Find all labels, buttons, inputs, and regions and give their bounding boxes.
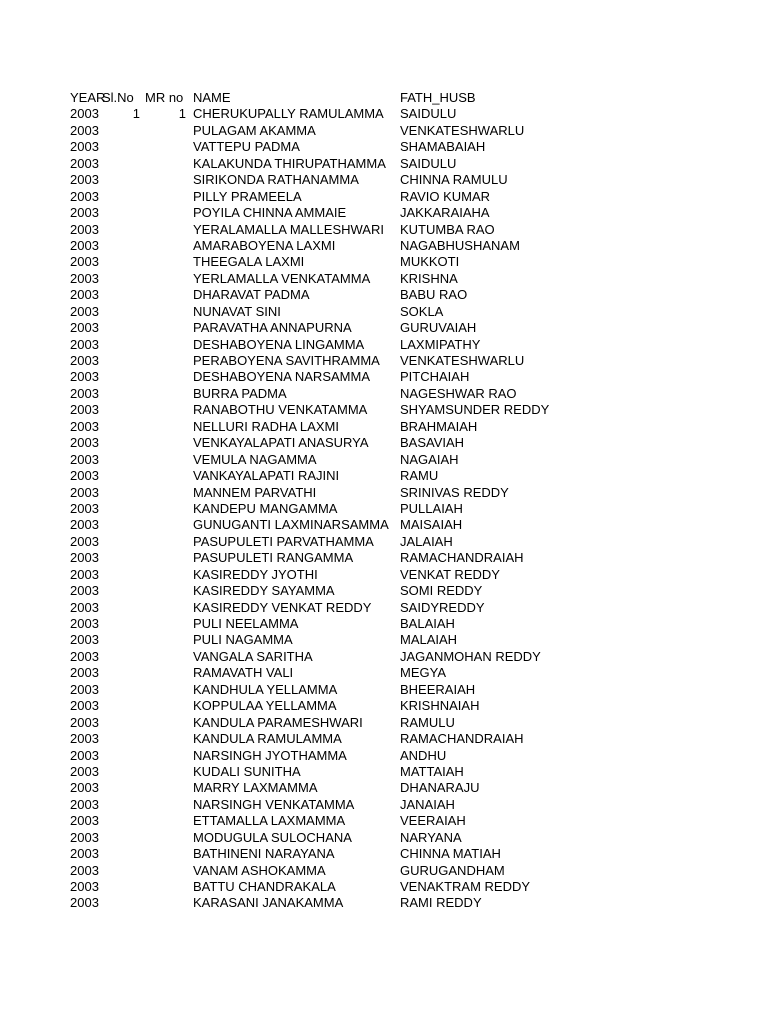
cell-fath-husb: GURUGANDHAM	[400, 862, 505, 878]
cell-name: POYILA CHINNA AMMAIE	[193, 205, 347, 221]
cell-fath-husb: BALAIAH	[400, 616, 455, 631]
table-row	[0, 583, 768, 599]
cell-fath-husb: JAKKARAIAHA	[400, 205, 490, 221]
table-row	[0, 435, 768, 451]
cell-name: BATTU CHANDRAKALA	[193, 879, 336, 894]
table-row	[0, 797, 768, 813]
table-row	[0, 452, 768, 468]
header-name: NAME	[193, 90, 231, 105]
cell-fath-husb: KRISHNAIAH	[400, 698, 480, 714]
table-row	[0, 189, 768, 205]
table-row	[0, 846, 768, 862]
cell-fath-husb: LAXMIPATHY	[400, 336, 481, 352]
cell-name: KASIREDDY VENKAT REDDY	[193, 599, 372, 615]
cell-name: DESHABOYENA NARSAMMA	[193, 369, 370, 385]
cell-fath-husb: SOKLA	[400, 303, 444, 319]
cell-name: MANNEM PARVATHI	[193, 484, 317, 500]
cell-name: VANGALA SARITHA	[193, 648, 313, 664]
cell-fath-husb: RAVIO KUMAR	[400, 188, 491, 204]
cell-name: BURRA PADMA	[193, 385, 287, 401]
cell-year: 2003	[70, 155, 99, 171]
table-row	[0, 632, 768, 648]
cell-fath-husb: JALAIAH	[400, 533, 453, 549]
cell-name: SIRIKONDA RATHANAMMA	[193, 172, 359, 188]
table-row	[0, 419, 768, 435]
table-row	[0, 222, 768, 238]
cell-fath-husb: NARYANA	[400, 829, 462, 845]
cell-name: VEMULA NAGAMMA	[193, 451, 317, 467]
cell-name: PULI NAGAMMA	[193, 632, 293, 648]
cell-name: PILLY PRAMEELA	[193, 188, 302, 204]
cell-name: VENKAYALAPATI ANASURYA	[193, 435, 369, 451]
table-row	[0, 304, 768, 320]
cell-year: 2003	[70, 188, 99, 204]
cell-year: 2003	[70, 665, 99, 681]
cell-name: KALAKUNDA THIRUPATHAMMA	[193, 155, 386, 171]
cell-fath-husb: DHANARAJU	[400, 780, 480, 796]
cell-year: 2003	[70, 106, 99, 122]
table-row	[0, 649, 768, 665]
table-row	[0, 205, 768, 221]
cell-year: 2003	[70, 813, 99, 829]
table-row	[0, 139, 768, 155]
table-row	[0, 879, 768, 895]
cell-name: PULI NEELAMMA	[193, 616, 299, 631]
cell-name: NARSINGH JYOTHAMMA	[193, 747, 347, 763]
cell-name: BATHINENI NARAYANA	[193, 846, 335, 862]
cell-fath-husb: NAGESHWAR RAO	[400, 385, 517, 401]
cell-fath-husb: PULLAIAH	[400, 500, 463, 516]
cell-fath-husb: KRISHNA	[400, 270, 458, 286]
cell-name: KASIREDDY JYOTHI	[193, 566, 318, 582]
cell-year: 2003	[70, 648, 99, 664]
cell-fath-husb: VEERAIAH	[400, 813, 466, 829]
cell-year: 2003	[70, 353, 99, 368]
table-row	[0, 748, 768, 764]
cell-name: DHARAVAT PADMA	[193, 287, 310, 303]
cell-fath-husb: MUKKOTI	[400, 254, 460, 270]
table-row	[0, 567, 768, 583]
cell-name: MARRY LAXMAMMA	[193, 780, 318, 796]
table-row	[0, 320, 768, 336]
table-row	[0, 271, 768, 287]
cell-fath-husb: CHINNA RAMULU	[400, 172, 508, 188]
header-fath-husb: FATH_HUSB	[400, 90, 476, 105]
table-row	[0, 665, 768, 681]
cell-fath-husb: JAGANMOHAN REDDY	[400, 648, 541, 664]
cell-fath-husb: RAMACHANDRAIAH	[400, 731, 524, 747]
cell-fath-husb: NAGAIAH	[400, 451, 459, 467]
cell-year: 2003	[70, 287, 99, 303]
cell-fath-husb: SAIDYREDDY	[400, 599, 485, 615]
table-row	[0, 468, 768, 484]
cell-name: AMARABOYENA LAXMI	[193, 237, 336, 253]
cell-year: 2003	[70, 435, 99, 451]
table-row	[0, 600, 768, 616]
cell-fath-husb: MATTAIAH	[400, 763, 464, 779]
cell-name: KOPPULAA YELLAMMA	[193, 698, 337, 714]
cell-fath-husb: VENAKTRAM REDDY	[400, 879, 531, 894]
table-row	[0, 156, 768, 172]
cell-year: 2003	[70, 451, 99, 467]
cell-fath-husb: SAIDULU	[400, 106, 457, 122]
header-year: YEAR	[70, 90, 106, 105]
table-row	[0, 780, 768, 796]
cell-name: CHERUKUPALLY RAMULAMMA	[193, 106, 384, 122]
data-table	[0, 90, 768, 912]
cell-name: GUNUGANTI LAXMINARSAMMA	[193, 517, 389, 533]
cell-name: RANABOTHU VENKATAMMA	[193, 402, 368, 418]
cell-name: PASUPULETI PARVATHAMMA	[193, 533, 374, 549]
cell-name: KARASANI JANAKAMMA	[193, 895, 344, 911]
table-row	[0, 731, 768, 747]
cell-year: 2003	[70, 829, 99, 845]
cell-name: KANDEPU MANGAMMA	[193, 500, 338, 516]
cell-year: 2003	[70, 402, 99, 418]
cell-year: 2003	[70, 862, 99, 878]
table-row	[0, 106, 768, 122]
cell-year: 2003	[70, 731, 99, 747]
cell-year: 2003	[70, 320, 99, 336]
cell-year: 2003	[70, 139, 99, 155]
cell-year: 2003	[70, 484, 99, 500]
table-row	[0, 353, 768, 369]
table-row	[0, 254, 768, 270]
table-row	[0, 698, 768, 714]
cell-year: 2003	[70, 385, 99, 401]
cell-fath-husb: VENKAT REDDY	[400, 566, 500, 582]
cell-name: KANDULA RAMULAMMA	[193, 731, 342, 747]
table-header-row	[0, 90, 768, 106]
table-row	[0, 715, 768, 731]
cell-fath-husb: VENKATESHWARLU	[400, 353, 525, 368]
cell-fath-husb: BASAVIAH	[400, 435, 465, 451]
cell-year: 2003	[70, 500, 99, 516]
cell-fath-husb: ANDHU	[400, 747, 447, 763]
cell-year: 2003	[70, 763, 99, 779]
cell-year: 2003	[70, 205, 99, 221]
cell-fath-husb: RAMU	[400, 468, 439, 484]
cell-fath-husb: SRINIVAS REDDY	[400, 484, 509, 500]
cell-fath-husb: NAGABHUSHANAM	[400, 237, 520, 253]
table-row	[0, 369, 768, 385]
cell-name: NUNAVAT SINI	[193, 303, 281, 319]
table-row	[0, 386, 768, 402]
cell-name: KASIREDDY SAYAMMA	[193, 583, 335, 599]
table-body	[0, 106, 768, 911]
table-row	[0, 813, 768, 829]
cell-mrno: 1	[178, 106, 186, 122]
cell-fath-husb: KUTUMBA RAO	[400, 221, 495, 237]
table-row	[0, 550, 768, 566]
cell-name: RAMAVATH VALI	[193, 665, 294, 681]
cell-year: 2003	[70, 879, 99, 894]
cell-year: 2003	[70, 632, 99, 648]
cell-fath-husb: CHINNA MATIAH	[400, 846, 501, 862]
cell-year: 2003	[70, 237, 99, 253]
cell-fath-husb: JANAIAH	[400, 796, 455, 812]
table-row	[0, 485, 768, 501]
cell-name: PARAVATHA ANNAPURNA	[193, 320, 352, 336]
cell-name: VANAM ASHOKAMMA	[193, 862, 326, 878]
cell-year: 2003	[70, 533, 99, 549]
cell-year: 2003	[70, 566, 99, 582]
table-row	[0, 830, 768, 846]
cell-name: PERABOYENA SAVITHRAMMA	[193, 353, 380, 368]
cell-fath-husb: VENKATESHWARLU	[400, 122, 525, 138]
cell-name: PULAGAM AKAMMA	[193, 122, 316, 138]
cell-slno: 1	[132, 106, 140, 122]
cell-fath-husb: BABU RAO	[400, 287, 468, 303]
cell-year: 2003	[70, 681, 99, 697]
table-row	[0, 517, 768, 533]
cell-name: YERLAMALLA VENKATAMMA	[193, 270, 371, 286]
cell-name: VATTEPU PADMA	[193, 139, 300, 155]
cell-year: 2003	[70, 254, 99, 270]
cell-name: YERALAMALLA MALLESHWARI	[193, 221, 384, 237]
cell-fath-husb: SOMI REDDY	[400, 583, 483, 599]
cell-name: KANDHULA YELLAMMA	[193, 681, 338, 697]
cell-name: DESHABOYENA LINGAMMA	[193, 336, 365, 352]
table-row	[0, 764, 768, 780]
cell-fath-husb: BHEERAIAH	[400, 681, 476, 697]
cell-name: PASUPULETI RANGAMMA	[193, 550, 354, 566]
cell-year: 2003	[70, 122, 99, 138]
cell-year: 2003	[70, 583, 99, 599]
cell-fath-husb: RAMI REDDY	[400, 895, 482, 911]
cell-name: MODUGULA SULOCHANA	[193, 829, 352, 845]
cell-name: KUDALI SUNITHA	[193, 763, 301, 779]
cell-fath-husb: RAMULU	[400, 714, 455, 730]
header-mrno: MR no	[145, 90, 184, 105]
cell-fath-husb: MEGYA	[400, 665, 446, 681]
table-row	[0, 172, 768, 188]
cell-year: 2003	[70, 846, 99, 862]
table-row	[0, 123, 768, 139]
table-row	[0, 501, 768, 517]
table-row	[0, 616, 768, 632]
cell-year: 2003	[70, 303, 99, 319]
table-row	[0, 402, 768, 418]
table-row	[0, 238, 768, 254]
cell-year: 2003	[70, 796, 99, 812]
table-row	[0, 534, 768, 550]
cell-name: KANDULA PARAMESHWARI	[193, 714, 363, 730]
cell-name: THEEGALA LAXMI	[193, 254, 305, 270]
cell-fath-husb: SHYAMSUNDER REDDY	[400, 402, 550, 418]
cell-name: NARSINGH VENKATAMMA	[193, 796, 355, 812]
cell-year: 2003	[70, 895, 99, 911]
table-row	[0, 682, 768, 698]
header-slno: Sl.No	[102, 90, 134, 105]
cell-fath-husb: SHAMABAIAH	[400, 139, 486, 155]
table-row	[0, 895, 768, 911]
cell-year: 2003	[70, 780, 99, 796]
cell-fath-husb: RAMACHANDRAIAH	[400, 550, 524, 566]
cell-year: 2003	[70, 698, 99, 714]
cell-fath-husb: MALAIAH	[400, 632, 458, 648]
cell-year: 2003	[70, 714, 99, 730]
cell-year: 2003	[70, 747, 99, 763]
cell-year: 2003	[70, 550, 99, 566]
cell-year: 2003	[70, 599, 99, 615]
table-row	[0, 863, 768, 879]
cell-fath-husb: PITCHAIAH	[400, 369, 470, 385]
cell-name: ETTAMALLA LAXMAMMA	[193, 813, 346, 829]
cell-year: 2003	[70, 616, 99, 631]
cell-fath-husb: SAIDULU	[400, 155, 457, 171]
cell-year: 2003	[70, 517, 99, 533]
cell-year: 2003	[70, 369, 99, 385]
table-row	[0, 337, 768, 353]
cell-year: 2003	[70, 172, 99, 188]
cell-year: 2003	[70, 418, 99, 434]
cell-fath-husb: MAISAIAH	[400, 517, 463, 533]
cell-year: 2003	[70, 270, 99, 286]
cell-name: NELLURI RADHA LAXMI	[193, 418, 339, 434]
cell-name: VANKAYALAPATI RAJINI	[193, 468, 340, 484]
cell-year: 2003	[70, 468, 99, 484]
table-row	[0, 287, 768, 303]
cell-fath-husb: GURUVAIAH	[400, 320, 477, 336]
cell-year: 2003	[70, 221, 99, 237]
cell-year: 2003	[70, 336, 99, 352]
cell-fath-husb: BRAHMAIAH	[400, 418, 478, 434]
